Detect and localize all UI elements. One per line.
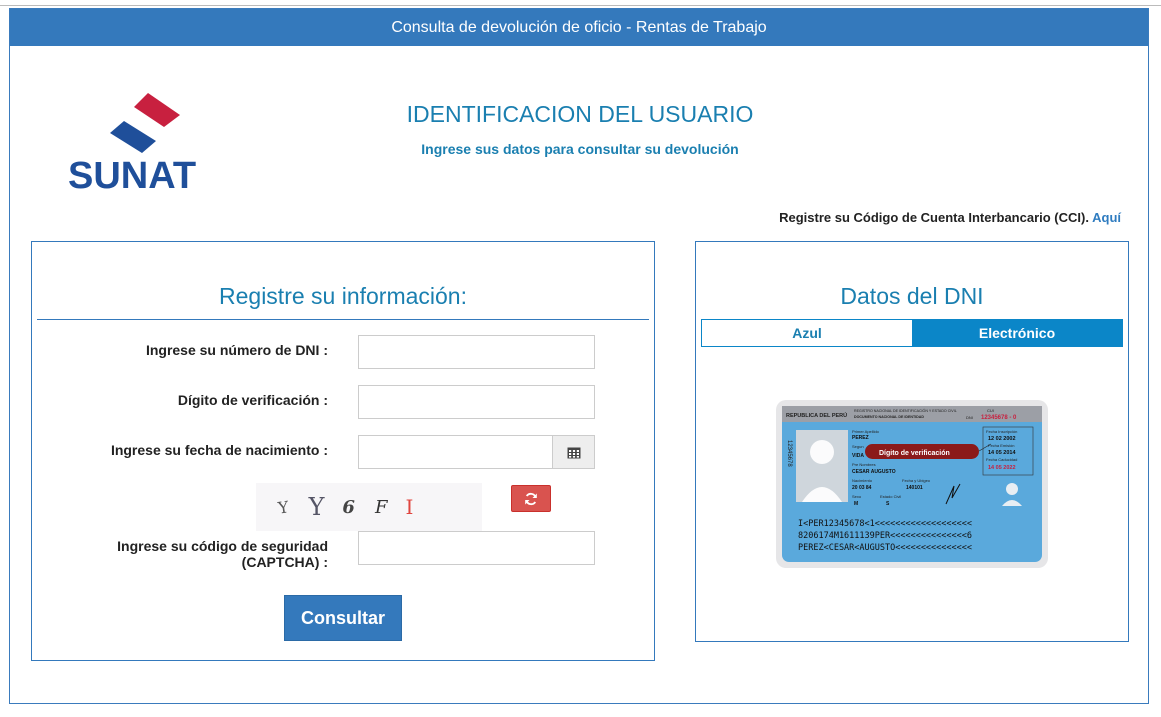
card-header-mid2: DOCUMENTO NACIONAL DE IDENTIDAD — [854, 415, 924, 419]
dni-input[interactable] — [358, 335, 595, 369]
card-value: 14 05 2014 — [988, 450, 1016, 456]
captcha-image — [256, 483, 482, 531]
form-divider — [37, 319, 649, 320]
captcha-label — [117, 538, 328, 570]
page-subtitle: Ingrese sus datos para consultar su devolución — [421, 141, 739, 157]
card-label: Sexo — [852, 494, 862, 499]
page-title: IDENTIFICACION DEL USUARIO — [406, 101, 754, 127]
dni-type-tabs — [701, 319, 1123, 347]
card-mrz-line2: 8206174M1611139PER<<<<<<<<<<<<<<<6 — [798, 531, 972, 541]
card-side-number: 12345678 — [786, 440, 792, 467]
card-value: 20 03 84 — [852, 485, 872, 491]
card-label: Fecha Emisión — [988, 443, 1015, 448]
form-title: Registre su información: — [219, 283, 467, 309]
window-title: Consulta de devolución de oficio - Rentas de Trabajo — [10, 9, 1148, 46]
main-frame — [9, 8, 1149, 704]
card-value: 12 02 2002 — [988, 436, 1016, 442]
card-cui-label: CUI — [987, 408, 994, 413]
card-header-left: REPUBLICA DEL PERÚ — [786, 413, 848, 419]
card-dni-label: DNI — [966, 415, 973, 420]
tab-electronico[interactable]: Electrónico — [912, 320, 1122, 346]
card-label: Fecha y Ubigeo — [902, 478, 931, 483]
card-label: Nacimiento — [852, 478, 873, 483]
dni-card-image — [776, 400, 1048, 568]
tab-azul[interactable]: Azul — [702, 320, 912, 346]
sunat-logo-icon — [68, 91, 238, 161]
calendar-button[interactable] — [552, 435, 595, 469]
dni-panel-title: Datos del DNI — [840, 283, 984, 309]
card-label: Estado Civil — [880, 494, 902, 499]
card-header-mid1: REGISTRO NACIONAL DE IDENTIFICACIÓN Y ESTADO CIVIL — [854, 409, 957, 413]
captcha-char: Y — [276, 496, 290, 518]
card-value: 14 05 2022 — [988, 465, 1016, 471]
captcha-char: F — [374, 496, 388, 518]
logo-text: SUNAT — [68, 155, 197, 197]
dni-panel — [695, 241, 1129, 642]
cci-notice — [779, 210, 1121, 225]
birthdate-input[interactable] — [358, 435, 553, 469]
cci-link[interactable]: Aquí — [1092, 210, 1121, 225]
dni-card-graphic — [776, 400, 1048, 568]
consult-button[interactable]: Consultar — [284, 595, 402, 641]
card-label: Primer Apellido — [852, 429, 879, 434]
card-label: Fecha Inscripción — [986, 429, 1018, 434]
refresh-icon — [524, 492, 538, 506]
card-mrz-line1: I<PER12345678<1<<<<<<<<<<<<<<<<<<< — [798, 519, 972, 529]
captcha-char: I — [405, 495, 414, 519]
card-value: M — [854, 501, 859, 507]
captcha-char: 6 — [342, 496, 355, 518]
top-border — [0, 0, 1161, 6]
card-callout: Dígito de verificación — [879, 450, 950, 457]
verification-digit-input[interactable] — [358, 385, 595, 419]
digit-label: Dígito de verificación : — [177, 392, 328, 408]
card-label: Pre Nombres — [852, 462, 876, 467]
card-value: VIDA — [852, 453, 864, 459]
card-mrz-line3: PEREZ<CESAR<AUGUSTO<<<<<<<<<<<<<<< — [798, 543, 972, 553]
captcha-refresh-button[interactable] — [511, 485, 551, 512]
card-label: Fecha Caducidad — [986, 457, 1018, 462]
registration-panel — [31, 241, 655, 661]
card-dni-number: 12345678 - 0 — [981, 415, 1017, 421]
cci-text: Registre su Código de Cuenta Interbancario (CCI). — [779, 210, 1089, 225]
card-value: S — [886, 501, 890, 507]
captcha-label-line1: Ingrese su código de seguridad — [117, 538, 328, 554]
birthdate-label: Ingrese su fecha de nacimiento : — [110, 442, 328, 458]
sunat-logo — [68, 91, 238, 201]
card-value: CESAR AUGUSTO — [852, 469, 896, 475]
card-value: PEREZ — [852, 435, 869, 441]
captcha-char: Y — [308, 493, 325, 521]
card-label: Segun — [852, 444, 864, 449]
card-value: 140101 — [906, 485, 923, 491]
dni-label: Ingrese su número de DNI : — [145, 342, 328, 358]
calendar-icon — [567, 446, 581, 459]
captcha-input[interactable] — [358, 531, 595, 565]
captcha-label-line2: (CAPTCHA) : — [241, 554, 328, 570]
